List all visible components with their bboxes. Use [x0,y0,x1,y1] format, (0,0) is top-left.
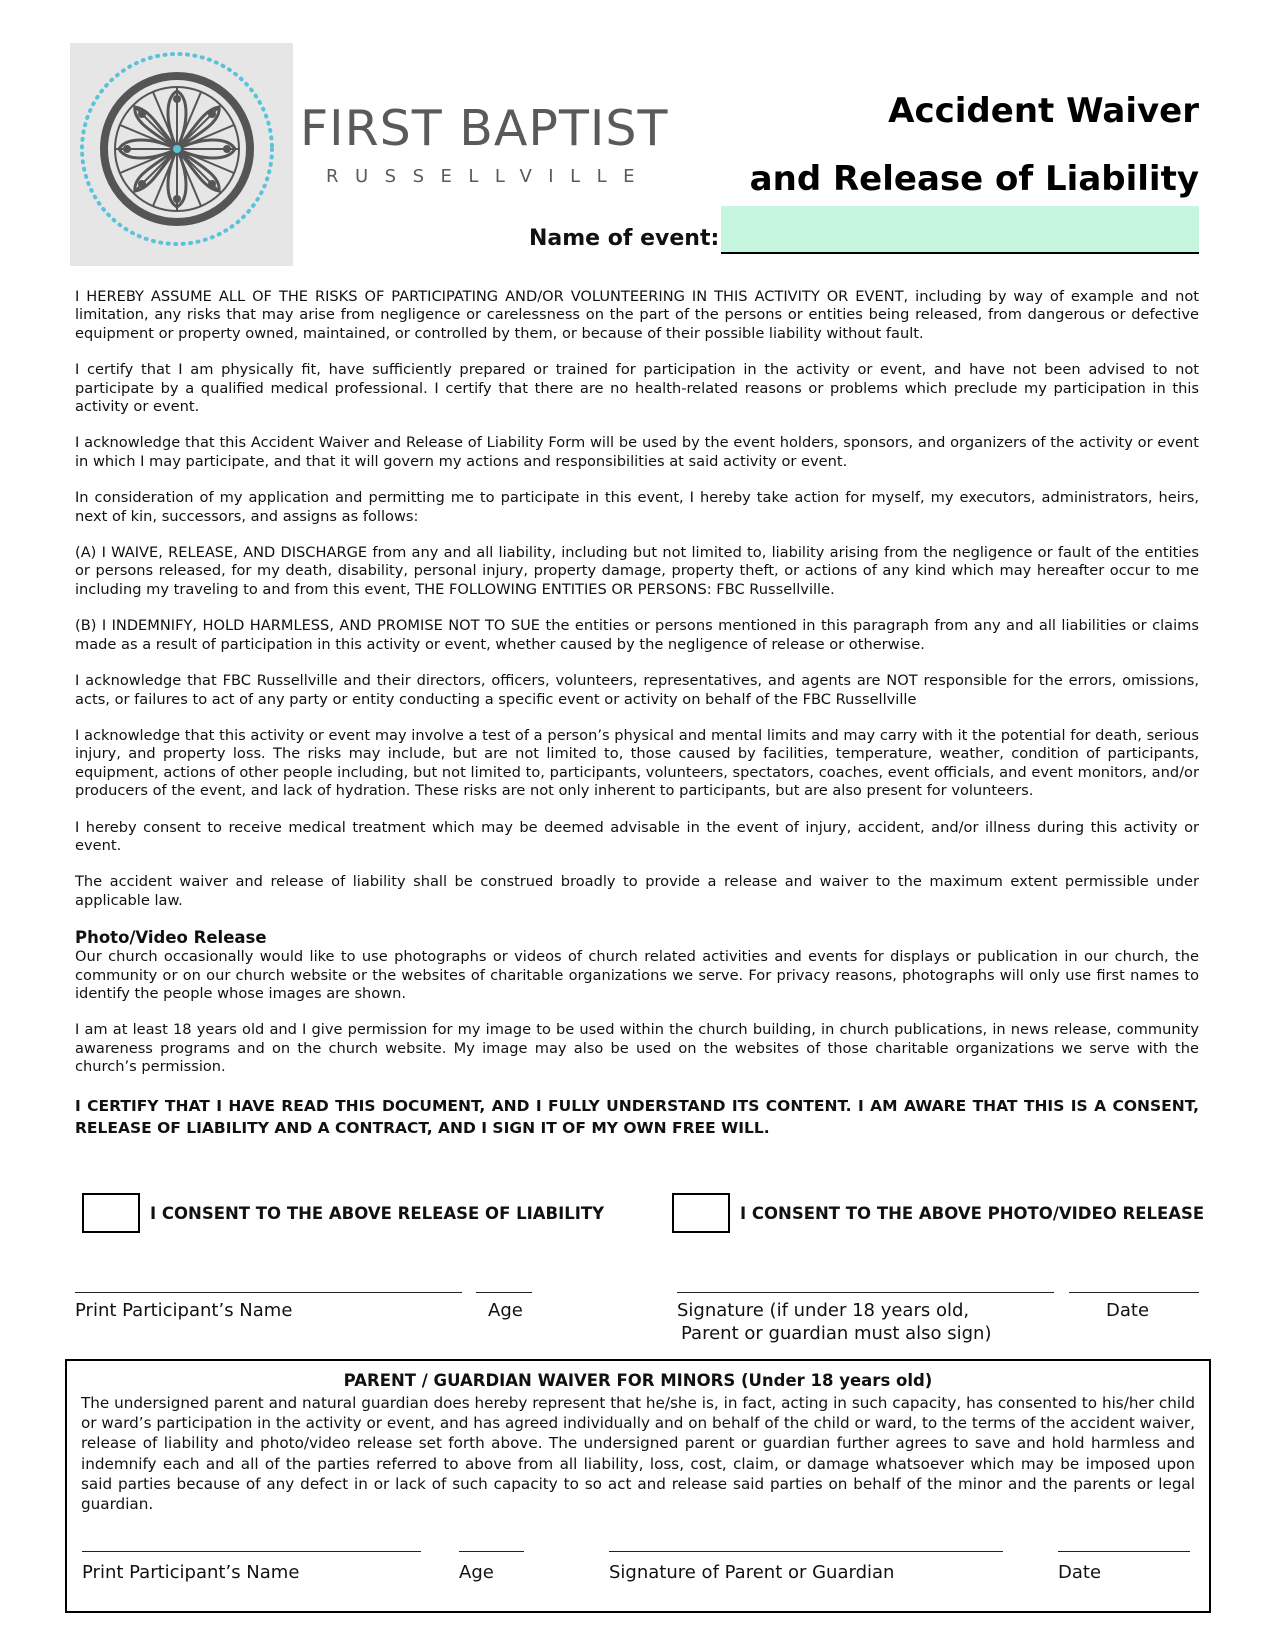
rose-window-icon [70,43,293,266]
guardian-waiver-section [65,1359,1211,1613]
event-name-input[interactable] [721,206,1199,254]
consent-liability-label: I CONSENT TO THE ABOVE RELEASE OF LIABILITY [150,1203,605,1223]
waiver-paragraph: In consideration of my application and permitting me to participate in this event, I hereby take action for myself, my executors, administrators, heirs, next of kin, successors, and assigns as follows: [75,489,1199,525]
event-name-label: Name of event: [529,226,720,251]
certification-statement: I CERTIFY THAT I HAVE READ THIS DOCUMENT, AND I FULLY UNDERSTAND ITS CONTENT. I AM AWARE THAT THIS IS A CONSENT, RELEASE OF LIABILITY AND A CONTRACT, AND I SIGN IT OF MY OWN FREE WILL. [75,1096,1199,1137]
brand-name: FIRST BAPTIST [300,100,669,157]
waiver-paragraph: I acknowledge that this Accident Waiver and Release of Liability Form will be used by the event holders, sponsors, and organizers of the activity or event in which I may participate, and that it will govern my actions and responsibilities at said activity or event. [75,434,1199,470]
guardian-age-line[interactable] [459,1551,524,1552]
consent-liability-checkbox[interactable] [82,1193,140,1233]
participant-age-label: Age [488,1300,523,1321]
guardian-waiver-title: PARENT / GUARDIAN WAIVER FOR MINORS (Under 18 years old) [343,1371,933,1390]
consent-photo-row [672,1193,1204,1233]
waiver-paragraph: I acknowledge that this activity or event may involve a test of a person’s physical and mental limits and may carry with it the potential for death, serious injury, and property loss. The risks may include, but are not limited to, those caused by facilities, temperature, weather, condition of participants, equipment, actions of other people including, but not limited to, participants, volunteers, spectators, coaches, event officials, and event monitors, and/or producers of the event, and lack of hydration. These risks are not only inherent to participants, but are also present for volunteers. [75,726,1199,800]
waiver-paragraph: The accident waiver and release of liability shall be construed broadly to provide a release and waiver to the maximum extent permissible under applicable law. [75,873,1199,909]
guardian-participant-name-line[interactable] [82,1551,421,1552]
document-title-line1: Accident Waiver [888,91,1199,131]
participant-name-line[interactable] [75,1292,462,1293]
guardian-signature-label: Signature of Parent or Guardian [609,1562,895,1583]
waiver-paragraph: I acknowledge that FBC Russellville and their directors, officers, volunteers, representatives, and agents are NOT responsible for the errors, omissions, acts, or failures to act of any party or entity conducting a specific event or activity on behalf of the FBC Russellville [75,672,1199,708]
participant-date-line[interactable] [1069,1292,1199,1293]
participant-signature-line[interactable] [677,1292,1054,1293]
guardian-participant-name-label: Print Participant’s Name [82,1562,300,1583]
participant-signature-label: Signature (if under 18 years old, [677,1300,970,1321]
waiver-paragraph: (A) I WAIVE, RELEASE, AND DISCHARGE from any and all liability, including but not limited to, liability arising from the negligence or fault of the entities or persons released, for my death, disability, personal injury, property damage, property theft, or actions of any kind which may hereafter occur to me including my traveling to and from this event, THE FOLLOWING ENTITIES OR PERSONS: FBC Russellville. [75,544,1199,598]
guardian-date-label: Date [1058,1562,1102,1583]
guardian-signature-line[interactable] [609,1551,1003,1552]
guardian-waiver-text: The undersigned parent and natural guardian does hereby represent that he/she is, in fact, acting in such capacity, has consented to his/her child or ward’s participation in the activity or event, and has agreed individually and on behalf of the child or ward, to the terms of the accident waiver, release of liability and photo/video release set forth above. The undersigned parent or guardian further agrees to save and hold harmless and indemnify each and all of the parties referred to above from all liability, loss, cost, claim, or damage whatsoever which may be imposed upon said parties because of any defect in or lack of such capacity to so act and release said parties on behalf of the minor and the parents or legal guardian. [81,1394,1195,1514]
consent-photo-label: I CONSENT TO THE ABOVE PHOTO/VIDEO RELEASE [740,1203,1205,1223]
waiver-paragraph: I certify that I am physically fit, have sufficiently prepared or trained for participation in the activity or event, and have not been advised to not participate by a qualified medical professional. I certify that there are no health-related reasons or problems which preclude my participation in this activity or event. [75,361,1199,416]
guardian-date-line[interactable] [1058,1551,1190,1552]
waiver-body [75,288,1199,1157]
brand-subtitle: RUSSELLVILLE [326,166,652,187]
participant-age-line[interactable] [476,1292,532,1293]
waiver-paragraph: (B) I INDEMNIFY, HOLD HARMLESS, AND PROMISE NOT TO SUE the entities or persons mentioned in this paragraph from any and all liabilities or claims made as a result of participation in this activity or event, whether caused by the negligence of release or otherwise. [75,617,1199,653]
participant-date-label: Date [1106,1300,1150,1321]
photo-release-paragraph: Our church occasionally would like to use photographs or videos of church related activities and events for displays or publication in our church, the community or on our church website or the websites of charitable organizations we serve. For privacy reasons, photographs will only use first names to identify the people whose images are shown. [75,948,1199,1002]
waiver-paragraph: I HEREBY ASSUME ALL OF THE RISKS OF PARTICIPATING AND/OR VOLUNTEERING IN THIS ACTIVITY OR EVENT, including by way of example and not limitation, any risks that may arise from negligence or carelessness on the part of the persons or entities being released, from dangerous or defective equipment or property owned, maintained, or controlled by them, or because of their possible liability without fault. [75,288,1199,342]
participant-signature-note: Parent or guardian must also sign) [681,1323,992,1344]
consent-liability-row [82,1193,604,1233]
photo-release-paragraph: I am at least 18 years old and I give permission for my image to be used within the church building, in church publications, in news release, community awareness programs and on the church website. My image may also be used on the websites of those charitable organizations we serve with the church’s permission. [75,1021,1199,1076]
participant-name-label: Print Participant’s Name [75,1300,293,1321]
consent-photo-checkbox[interactable] [672,1193,730,1233]
church-logo [70,43,293,266]
waiver-paragraph: I hereby consent to receive medical treatment which may be deemed advisable in the event of injury, accident, and/or illness during this activity or event. [75,818,1199,854]
photo-release-heading: Photo/Video Release [75,928,267,948]
guardian-age-label: Age [459,1562,494,1583]
document-title-line2: and Release of Liability [749,159,1199,199]
